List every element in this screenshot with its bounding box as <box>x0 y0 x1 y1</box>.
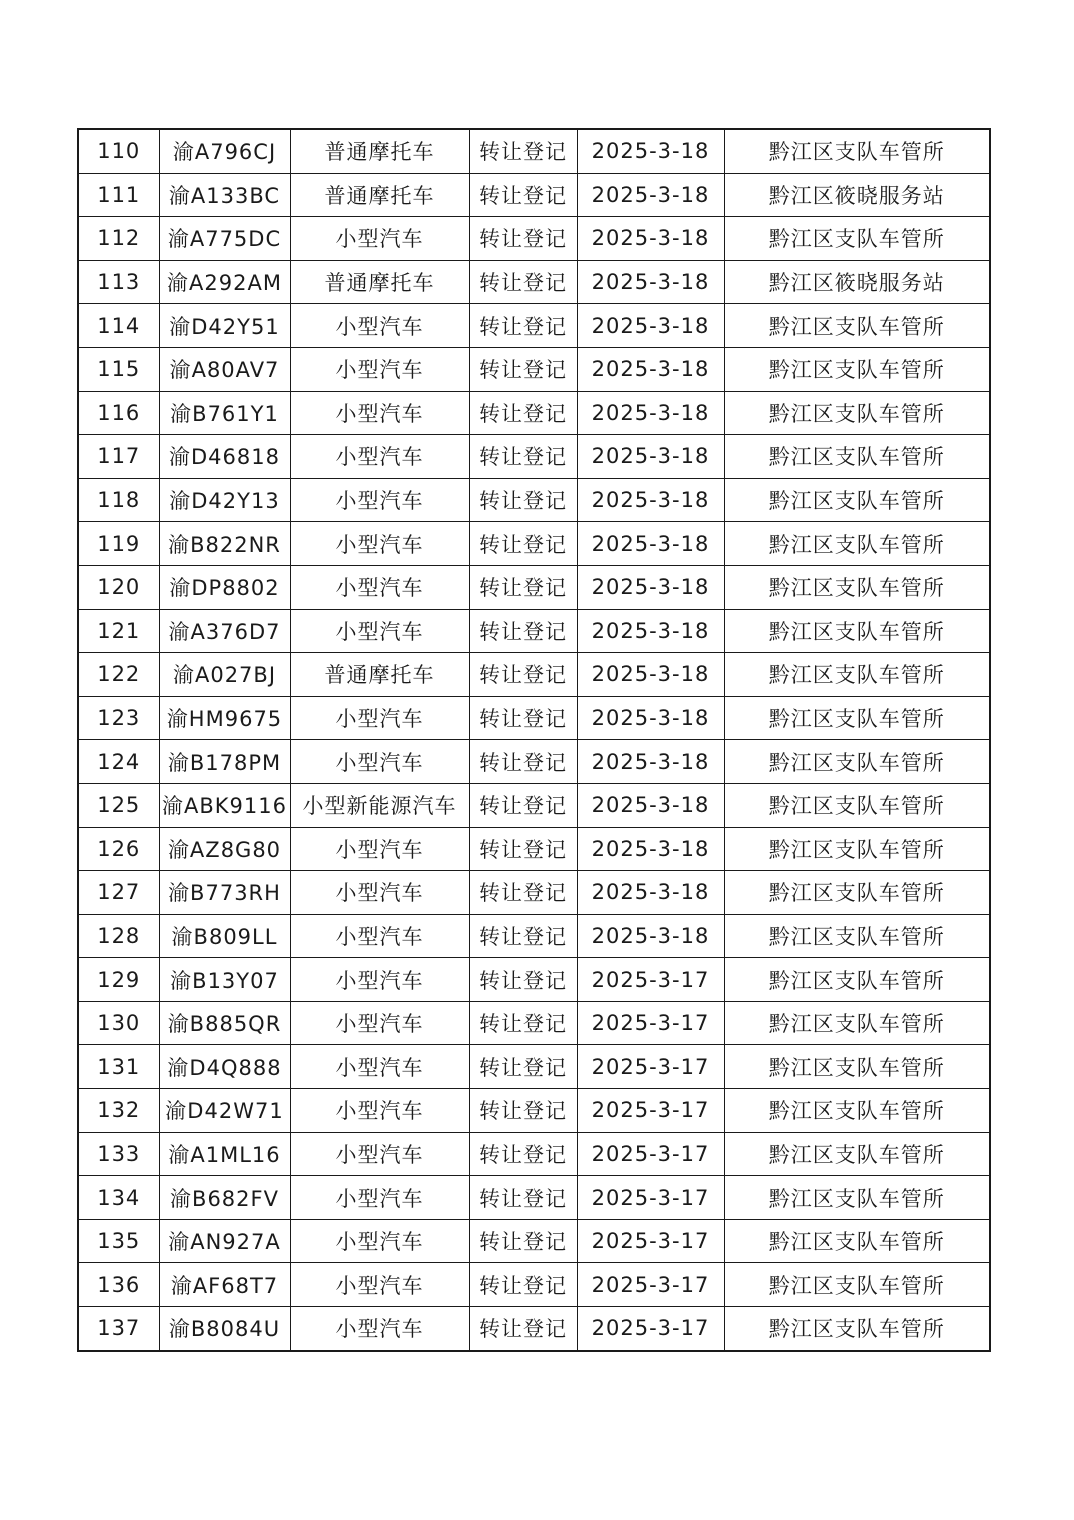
business-type-cell: 转让登记 <box>469 1263 577 1307</box>
date-cell: 2025-3-17 <box>577 1132 724 1176</box>
vehicle-type-cell: 普通摩托车 <box>290 260 469 304</box>
office-cell: 黔江区支队车管所 <box>724 478 990 522</box>
table-row <box>78 478 990 522</box>
date-cell: 2025-3-18 <box>577 914 724 958</box>
office-cell: 黔江区支队车管所 <box>724 740 990 784</box>
date-cell: 2025-3-17 <box>577 1219 724 1263</box>
table-row <box>78 696 990 740</box>
business-type-cell: 转让登记 <box>469 304 577 348</box>
serial-number-cell: 124 <box>78 740 159 784</box>
vehicle-type-cell: 小型汽车 <box>290 478 469 522</box>
serial-number-cell: 134 <box>78 1176 159 1220</box>
table-row <box>78 1219 990 1263</box>
plate-number-cell: 渝AZ8G80 <box>159 827 290 871</box>
business-type-cell: 转让登记 <box>469 478 577 522</box>
date-cell: 2025-3-18 <box>577 740 724 784</box>
vehicle-type-cell: 普通摩托车 <box>290 173 469 217</box>
office-cell: 黔江区筱晓服务站 <box>724 173 990 217</box>
table-row <box>78 609 990 653</box>
business-type-cell: 转让登记 <box>469 1219 577 1263</box>
table-row <box>78 1045 990 1089</box>
table-row <box>78 522 990 566</box>
table-row <box>78 129 990 173</box>
date-cell: 2025-3-18 <box>577 565 724 609</box>
date-cell: 2025-3-18 <box>577 696 724 740</box>
office-cell: 黔江区支队车管所 <box>724 1307 990 1351</box>
office-cell: 黔江区支队车管所 <box>724 391 990 435</box>
plate-number-cell: 渝D42Y51 <box>159 304 290 348</box>
office-cell: 黔江区支队车管所 <box>724 522 990 566</box>
plate-number-cell: 渝A80AV7 <box>159 347 290 391</box>
business-type-cell: 转让登记 <box>469 827 577 871</box>
date-cell: 2025-3-17 <box>577 958 724 1002</box>
serial-number-cell: 114 <box>78 304 159 348</box>
plate-number-cell: 渝B682FV <box>159 1176 290 1220</box>
serial-number-cell: 126 <box>78 827 159 871</box>
date-cell: 2025-3-17 <box>577 1089 724 1133</box>
plate-number-cell: 渝B13Y07 <box>159 958 290 1002</box>
date-cell: 2025-3-17 <box>577 1001 724 1045</box>
business-type-cell: 转让登记 <box>469 914 577 958</box>
plate-number-cell: 渝B822NR <box>159 522 290 566</box>
table-row <box>78 1132 990 1176</box>
plate-number-cell: 渝AN927A <box>159 1219 290 1263</box>
office-cell: 黔江区支队车管所 <box>724 914 990 958</box>
vehicle-type-cell: 小型汽车 <box>290 565 469 609</box>
office-cell: 黔江区支队车管所 <box>724 565 990 609</box>
vehicle-type-cell: 小型汽车 <box>290 1307 469 1351</box>
serial-number-cell: 118 <box>78 478 159 522</box>
date-cell: 2025-3-18 <box>577 522 724 566</box>
vehicle-type-cell: 小型汽车 <box>290 1045 469 1089</box>
vehicle-type-cell: 小型汽车 <box>290 1132 469 1176</box>
serial-number-cell: 120 <box>78 565 159 609</box>
business-type-cell: 转让登记 <box>469 1176 577 1220</box>
business-type-cell: 转让登记 <box>469 391 577 435</box>
plate-number-cell: 渝D46818 <box>159 435 290 479</box>
table-body <box>78 129 990 1351</box>
vehicle-type-cell: 小型汽车 <box>290 217 469 261</box>
vehicle-type-cell: 小型汽车 <box>290 1263 469 1307</box>
business-type-cell: 转让登记 <box>469 783 577 827</box>
plate-number-cell: 渝B178PM <box>159 740 290 784</box>
serial-number-cell: 135 <box>78 1219 159 1263</box>
table-row <box>78 783 990 827</box>
office-cell: 黔江区支队车管所 <box>724 217 990 261</box>
serial-number-cell: 123 <box>78 696 159 740</box>
serial-number-cell: 119 <box>78 522 159 566</box>
date-cell: 2025-3-18 <box>577 653 724 697</box>
vehicle-type-cell: 小型汽车 <box>290 696 469 740</box>
plate-number-cell: 渝D4Q888 <box>159 1045 290 1089</box>
serial-number-cell: 116 <box>78 391 159 435</box>
serial-number-cell: 129 <box>78 958 159 1002</box>
date-cell: 2025-3-18 <box>577 827 724 871</box>
table-row <box>78 1176 990 1220</box>
office-cell: 黔江区支队车管所 <box>724 1045 990 1089</box>
date-cell: 2025-3-18 <box>577 435 724 479</box>
table-row <box>78 347 990 391</box>
plate-number-cell: 渝B885QR <box>159 1001 290 1045</box>
date-cell: 2025-3-17 <box>577 1307 724 1351</box>
business-type-cell: 转让登记 <box>469 565 577 609</box>
serial-number-cell: 133 <box>78 1132 159 1176</box>
serial-number-cell: 122 <box>78 653 159 697</box>
business-type-cell: 转让登记 <box>469 1001 577 1045</box>
vehicle-type-cell: 小型汽车 <box>290 304 469 348</box>
vehicle-type-cell: 小型汽车 <box>290 958 469 1002</box>
table-row <box>78 217 990 261</box>
office-cell: 黔江区支队车管所 <box>724 1263 990 1307</box>
plate-number-cell: 渝A027BJ <box>159 653 290 697</box>
office-cell: 黔江区支队车管所 <box>724 871 990 915</box>
table-row <box>78 827 990 871</box>
table-row <box>78 260 990 304</box>
vehicle-type-cell: 小型汽车 <box>290 1176 469 1220</box>
business-type-cell: 转让登记 <box>469 260 577 304</box>
serial-number-cell: 132 <box>78 1089 159 1133</box>
serial-number-cell: 127 <box>78 871 159 915</box>
date-cell: 2025-3-17 <box>577 1045 724 1089</box>
office-cell: 黔江区支队车管所 <box>724 304 990 348</box>
serial-number-cell: 117 <box>78 435 159 479</box>
business-type-cell: 转让登记 <box>469 435 577 479</box>
date-cell: 2025-3-18 <box>577 260 724 304</box>
serial-number-cell: 136 <box>78 1263 159 1307</box>
vehicle-type-cell: 小型汽车 <box>290 522 469 566</box>
business-type-cell: 转让登记 <box>469 609 577 653</box>
business-type-cell: 转让登记 <box>469 129 577 173</box>
table-row <box>78 173 990 217</box>
office-cell: 黔江区支队车管所 <box>724 1089 990 1133</box>
plate-number-cell: 渝ABK9116 <box>159 783 290 827</box>
business-type-cell: 转让登记 <box>469 1132 577 1176</box>
date-cell: 2025-3-18 <box>577 217 724 261</box>
office-cell: 黔江区支队车管所 <box>724 1176 990 1220</box>
business-type-cell: 转让登记 <box>469 522 577 566</box>
serial-number-cell: 137 <box>78 1307 159 1351</box>
vehicle-type-cell: 小型汽车 <box>290 871 469 915</box>
serial-number-cell: 125 <box>78 783 159 827</box>
business-type-cell: 转让登记 <box>469 347 577 391</box>
serial-number-cell: 131 <box>78 1045 159 1089</box>
office-cell: 黔江区支队车管所 <box>724 783 990 827</box>
date-cell: 2025-3-18 <box>577 347 724 391</box>
plate-number-cell: 渝B761Y1 <box>159 391 290 435</box>
table-row <box>78 1263 990 1307</box>
vehicle-type-cell: 小型汽车 <box>290 391 469 435</box>
date-cell: 2025-3-17 <box>577 1263 724 1307</box>
date-cell: 2025-3-18 <box>577 478 724 522</box>
date-cell: 2025-3-18 <box>577 173 724 217</box>
office-cell: 黔江区支队车管所 <box>724 1132 990 1176</box>
office-cell: 黔江区支队车管所 <box>724 827 990 871</box>
vehicle-type-cell: 普通摩托车 <box>290 129 469 173</box>
table-row <box>78 871 990 915</box>
vehicle-type-cell: 小型汽车 <box>290 1219 469 1263</box>
plate-number-cell: 渝B773RH <box>159 871 290 915</box>
date-cell: 2025-3-18 <box>577 871 724 915</box>
date-cell: 2025-3-18 <box>577 783 724 827</box>
office-cell: 黔江区支队车管所 <box>724 435 990 479</box>
vehicle-type-cell: 普通摩托车 <box>290 653 469 697</box>
plate-number-cell: 渝B809LL <box>159 914 290 958</box>
office-cell: 黔江区筱晓服务站 <box>724 260 990 304</box>
serial-number-cell: 111 <box>78 173 159 217</box>
office-cell: 黔江区支队车管所 <box>724 347 990 391</box>
business-type-cell: 转让登记 <box>469 653 577 697</box>
table-row <box>78 304 990 348</box>
business-type-cell: 转让登记 <box>469 871 577 915</box>
business-type-cell: 转让登记 <box>469 217 577 261</box>
plate-number-cell: 渝A376D7 <box>159 609 290 653</box>
business-type-cell: 转让登记 <box>469 696 577 740</box>
date-cell: 2025-3-18 <box>577 391 724 435</box>
vehicle-transfer-table <box>77 128 991 1352</box>
plate-number-cell: 渝A292AM <box>159 260 290 304</box>
serial-number-cell: 115 <box>78 347 159 391</box>
vehicle-type-cell: 小型汽车 <box>290 1089 469 1133</box>
office-cell: 黔江区支队车管所 <box>724 129 990 173</box>
vehicle-type-cell: 小型汽车 <box>290 827 469 871</box>
vehicle-type-cell: 小型汽车 <box>290 1001 469 1045</box>
vehicle-type-cell: 小型新能源汽车 <box>290 783 469 827</box>
table-row <box>78 740 990 784</box>
office-cell: 黔江区支队车管所 <box>724 1219 990 1263</box>
business-type-cell: 转让登记 <box>469 173 577 217</box>
table-row <box>78 435 990 479</box>
plate-number-cell: 渝D42W71 <box>159 1089 290 1133</box>
office-cell: 黔江区支队车管所 <box>724 958 990 1002</box>
date-cell: 2025-3-18 <box>577 304 724 348</box>
table-row <box>78 1307 990 1351</box>
plate-number-cell: 渝A775DC <box>159 217 290 261</box>
serial-number-cell: 130 <box>78 1001 159 1045</box>
plate-number-cell: 渝D42Y13 <box>159 478 290 522</box>
office-cell: 黔江区支队车管所 <box>724 696 990 740</box>
business-type-cell: 转让登记 <box>469 1307 577 1351</box>
table-row <box>78 1089 990 1133</box>
plate-number-cell: 渝AF68T7 <box>159 1263 290 1307</box>
plate-number-cell: 渝DP8802 <box>159 565 290 609</box>
vehicle-type-cell: 小型汽车 <box>290 609 469 653</box>
plate-number-cell: 渝A133BC <box>159 173 290 217</box>
serial-number-cell: 112 <box>78 217 159 261</box>
date-cell: 2025-3-18 <box>577 609 724 653</box>
plate-number-cell: 渝HM9675 <box>159 696 290 740</box>
office-cell: 黔江区支队车管所 <box>724 609 990 653</box>
business-type-cell: 转让登记 <box>469 958 577 1002</box>
plate-number-cell: 渝A1ML16 <box>159 1132 290 1176</box>
date-cell: 2025-3-18 <box>577 129 724 173</box>
vehicle-type-cell: 小型汽车 <box>290 435 469 479</box>
table-row <box>78 391 990 435</box>
table-row <box>78 914 990 958</box>
office-cell: 黔江区支队车管所 <box>724 653 990 697</box>
date-cell: 2025-3-17 <box>577 1176 724 1220</box>
vehicle-type-cell: 小型汽车 <box>290 740 469 784</box>
business-type-cell: 转让登记 <box>469 1045 577 1089</box>
table-row <box>78 958 990 1002</box>
table-row <box>78 565 990 609</box>
serial-number-cell: 113 <box>78 260 159 304</box>
plate-number-cell: 渝B8084U <box>159 1307 290 1351</box>
office-cell: 黔江区支队车管所 <box>724 1001 990 1045</box>
serial-number-cell: 110 <box>78 129 159 173</box>
business-type-cell: 转让登记 <box>469 1089 577 1133</box>
plate-number-cell: 渝A796CJ <box>159 129 290 173</box>
table-row <box>78 1001 990 1045</box>
serial-number-cell: 121 <box>78 609 159 653</box>
table-row <box>78 653 990 697</box>
vehicle-type-cell: 小型汽车 <box>290 914 469 958</box>
serial-number-cell: 128 <box>78 914 159 958</box>
vehicle-type-cell: 小型汽车 <box>290 347 469 391</box>
business-type-cell: 转让登记 <box>469 740 577 784</box>
